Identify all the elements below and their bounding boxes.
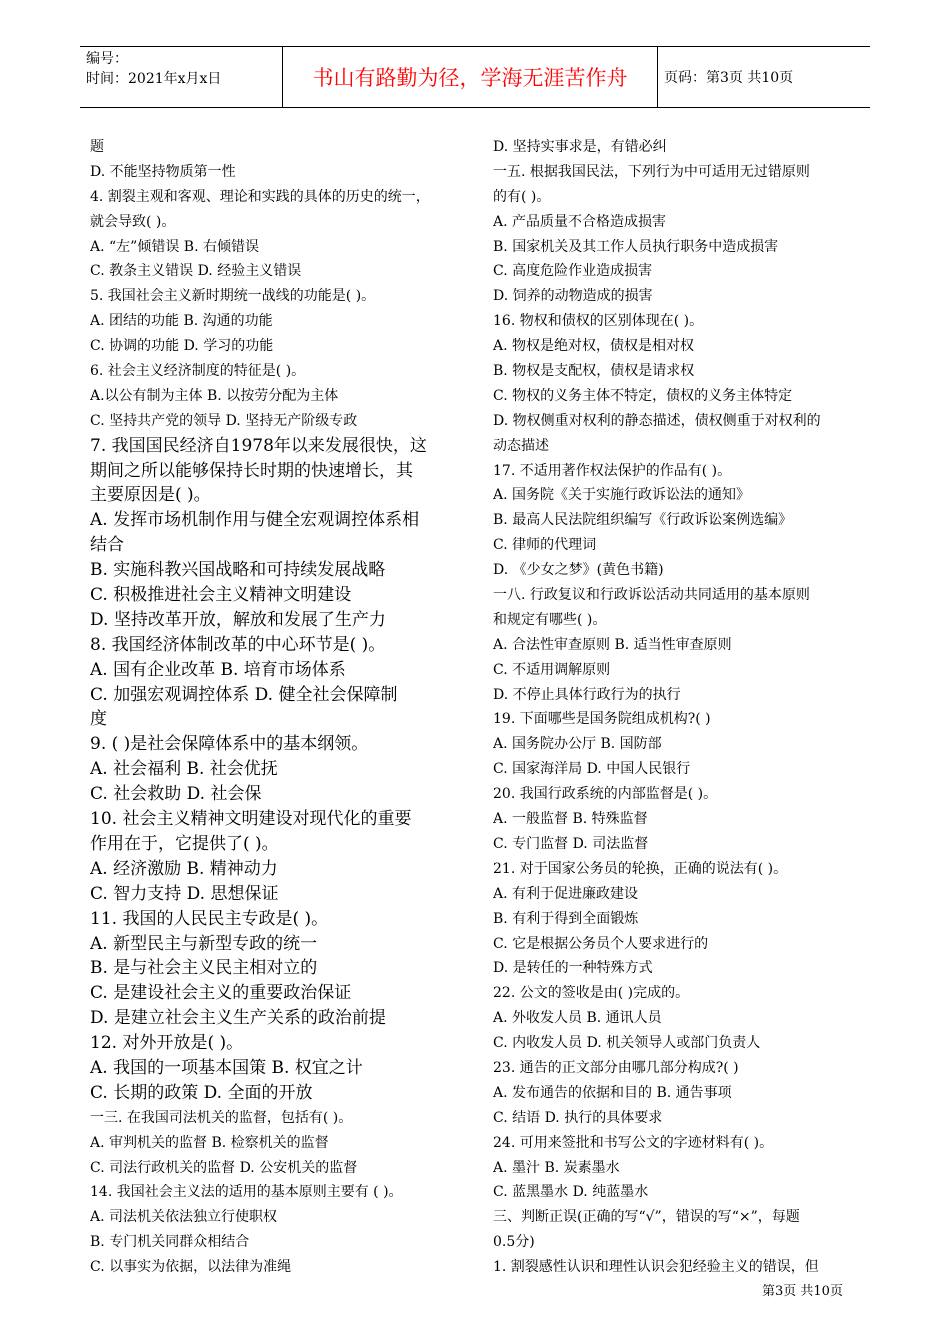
header-page-label: 页码：第3页 共10页 [664, 70, 794, 86]
text-line: C. 社会救助 D. 社会保 [90, 784, 262, 805]
text-line: 17. 不适用著作权法保护的作品有( )。 [493, 462, 732, 479]
text-line: 23. 通告的正文部分由哪几部分构成?( ) [493, 1059, 739, 1076]
text-line: 9. ( )是社会保障体系中的基本纲领。 [90, 734, 369, 755]
text-line: A. 墨汁 B. 炭素墨水 [493, 1159, 620, 1176]
text-line: 16. 物权和债权的区别体现在( )。 [493, 313, 704, 330]
text-line: A. 国有企业改革 B. 培育市场体系 [90, 659, 346, 680]
text-line: A. “左”倾错误 B. 右倾错误 [90, 238, 259, 255]
text-line: 的有( )。 [493, 188, 551, 205]
left-column [90, 135, 470, 1280]
text-line: C. 协调的功能 D. 学习的功能 [90, 338, 274, 355]
text-line: D. 是转任的一种特殊方式 [493, 960, 653, 977]
text-line: A. 外收发人员 B. 通讯人员 [493, 1010, 662, 1027]
text-line: A. 有利于促进廉政建设 [493, 885, 639, 902]
text-line: C. 律师的代理词 [493, 537, 597, 554]
text-line: D. 坚持改革开放，解放和发展了生产力 [90, 609, 386, 630]
text-line: C. 教条主义错误 D. 经验主义错误 [90, 263, 302, 280]
text-line: C. 不适用调解原则 [493, 661, 611, 678]
text-line: C. 是建设社会主义的重要政治保证 [90, 983, 352, 1004]
text-line: A.以公有制为主体 B. 以按劳分配为主体 [90, 387, 339, 404]
text-line: A. 合法性审查原则 B. 适当性审查原则 [493, 636, 732, 653]
text-line: D. 《少女之梦》(黄色书籍) [493, 562, 664, 579]
text-line: A. 新型民主与新型专政的统一 [90, 933, 318, 954]
time-label: 时间：2021年x月x日 [86, 71, 222, 87]
text-line: A. 发布通告的依据和目的 B. 通告事项 [493, 1084, 732, 1101]
text-line: 动态描述 [493, 437, 549, 454]
text-line: 20. 我国行政系统的内部监督是( )。 [493, 786, 718, 803]
text-line: 一五. 根据我国民法，下列行为中可适用无过错原则 [493, 163, 810, 180]
text-line: C. 司法行政机关的监督 D. 公安机关的监督 [90, 1159, 358, 1176]
text-line: B. 最高人民法院组织编写《行政诉讼案例选编》 [493, 512, 793, 529]
text-line: C. 蓝黑墨水 D. 纯蓝墨水 [493, 1184, 649, 1201]
text-line: C. 内收发人员 D. 机关领导人或部门负责人 [493, 1035, 761, 1052]
text-line: A. 审判机关的监督 B. 检察机关的监督 [90, 1134, 329, 1151]
text-line: C. 高度危险作业造成损害 [493, 263, 653, 280]
text-line: 1. 割裂感性认识和理性认识会犯经验主义的错误，但 [493, 1259, 819, 1276]
text-line: A. 发挥市场机制作用与健全宏观调控体系相 [90, 510, 420, 531]
text-line: A. 团结的功能 B. 沟通的功能 [90, 313, 273, 330]
text-line: 7. 我国国民经济自1978年以来发展很快，这 [90, 435, 427, 456]
text-line: B. 专门机关同群众相结合 [90, 1234, 250, 1251]
text-line: 三、判断正误(正确的写“√”，错误的写“×”，每题 [493, 1209, 800, 1226]
text-line: 一三. 在我国司法机关的监督，包括有( )。 [90, 1109, 353, 1126]
text-line: C. 国家海洋局 D. 中国人民银行 [493, 761, 691, 778]
text-line: 8. 我国经济体制改革的中心环节是( )。 [90, 634, 386, 655]
text-line: C. 积极推进社会主义精神文明建设 [90, 585, 352, 606]
text-line: 22. 公文的签收是由( )完成的。 [493, 985, 690, 1002]
text-line: D. 是建立社会主义生产关系的政治前提 [90, 1008, 386, 1029]
text-line: C. 加强宏观调控体系 D. 健全社会保障制 [90, 684, 398, 705]
text-line: D. 不停止具体行政行为的执行 [493, 686, 681, 703]
text-line: D. 不能坚持物质第一性 [90, 163, 236, 180]
text-line: B. 有利于得到全面锻炼 [493, 910, 639, 927]
header-meta [80, 47, 283, 107]
text-line: 一八. 行政复议和行政诉讼活动共同适用的基本原则 [493, 587, 810, 604]
text-line: 作用在于，它提供了( )。 [90, 833, 279, 854]
text-line: 11. 我国的人民民主专政是( )。 [90, 908, 329, 929]
text-line: 19. 下面哪些是国务院组成机构?( ) [493, 711, 711, 728]
text-line: C. 它是根据公务员个人要求进行的 [493, 935, 709, 952]
text-line: 14. 我国社会主义法的适用的基本原则主要有 ( )。 [90, 1184, 403, 1201]
text-line: 24. 可用来签批和书写公文的字迹材料有( )。 [493, 1134, 774, 1151]
text-line: 12. 对外开放是( )。 [90, 1033, 244, 1054]
text-line: A. 产品质量不合格造成损害 [493, 213, 667, 230]
text-line: D. 坚持实事求是，有错必纠 [493, 139, 667, 155]
text-line: 期间之所以能够保持长时期的快速增长，其 [90, 460, 413, 481]
text-line: D. 物权侧重对权利的静态描述，债权侧重于对权利的 [493, 412, 821, 429]
text-line: 21. 对于国家公务员的轮换，正确的说法有( )。 [493, 860, 788, 877]
text-line: C. 以事实为依据，以法律为准绳 [90, 1259, 292, 1276]
text-line: B. 国家机关及其工作人员执行职务中造成损害 [493, 238, 779, 255]
text-line: 结合 [90, 535, 124, 556]
text-line: A. 社会福利 B. 社会优抚 [90, 759, 278, 780]
header-motto: 书山有路勤为径，学海无涯苦作舟 [283, 47, 658, 107]
text-line: A. 司法机关依法独立行使职权 [90, 1209, 278, 1226]
text-line: C. 长期的政策 D. 全面的开放 [90, 1082, 313, 1103]
text-line: 5. 我国社会主义新时期统一战线的功能是( )。 [90, 288, 376, 305]
text-line: 10. 社会主义精神文明建设对现代化的重要 [90, 809, 412, 830]
text-line: 度 [90, 709, 107, 730]
text-line: 题 [90, 139, 104, 155]
text-line: A. 我国的一项基本国策 B. 权宜之计 [90, 1057, 363, 1078]
text-line: A. 经济激励 B. 精神动力 [90, 858, 278, 879]
text-line: A. 一般监督 B. 特殊监督 [493, 811, 648, 828]
text-line: 就会导致( )。 [90, 213, 176, 230]
text-line: 6. 社会主义经济制度的特征是( )。 [90, 363, 306, 380]
text-line: B. 实施科教兴国战略和可持续发展战略 [90, 560, 386, 581]
text-line: A. 物权是绝对权，债权是相对权 [493, 338, 695, 355]
number-label: 编号： [86, 51, 128, 67]
text-line: C. 物权的义务主体不特定，债权的义务主体特定 [493, 387, 793, 404]
text-line: 0.5分) [493, 1234, 535, 1251]
right-column [493, 135, 868, 1280]
text-line: A. 国务院《关于实施行政诉讼法的通知》 [493, 487, 751, 504]
text-line: B. 是与社会主义民主相对立的 [90, 958, 318, 979]
text-line: A. 国务院办公厅 B. 国防部 [493, 736, 662, 753]
page-header [80, 46, 870, 108]
text-line: C. 专门监督 D. 司法监督 [493, 835, 649, 852]
text-line: C. 结语 D. 执行的具体要求 [493, 1109, 663, 1126]
text-line: C. 智力支持 D. 思想保证 [90, 883, 279, 904]
text-line: D. 饲养的动物造成的损害 [493, 288, 653, 305]
text-line: C. 坚持共产党的领导 D. 坚持无产阶级专政 [90, 412, 358, 429]
text-line: 和规定有哪些( )。 [493, 611, 607, 628]
text-line: 4. 割裂主观和客观、理论和实践的具体的历史的统一， [90, 188, 430, 205]
text-line: 主要原因是( )。 [90, 485, 211, 506]
text-line: B. 物权是支配权，债权是请求权 [493, 363, 695, 380]
page-footer: 第3页 共10页 [762, 1284, 843, 1299]
